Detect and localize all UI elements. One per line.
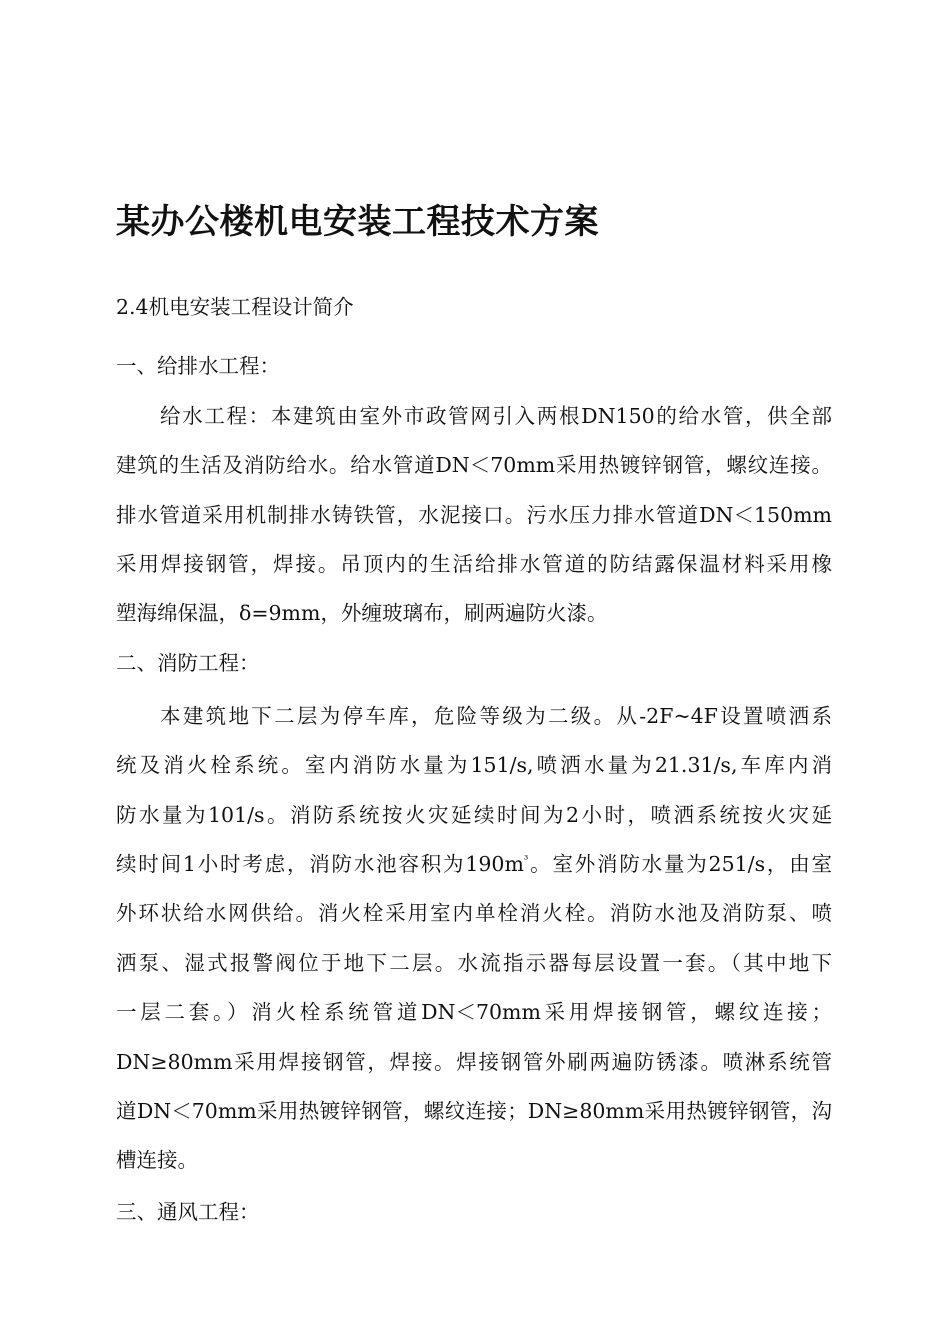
part1-heading: 一、给排水工程：	[116, 354, 280, 378]
paragraph-line: DN≥80mm采用焊接钢管，焊接。焊接钢管外刷两遍防锈漆。喷淋系统管	[116, 1050, 832, 1074]
paragraph-line: 统及消火栓系统。室内消防水量为151/s,喷洒水量为21.31/s,车库内消	[116, 753, 832, 777]
superscript: ³	[523, 853, 529, 867]
paragraph-line: 道DN＜70mm采用热镀锌钢管，螺纹连接；DN≥80mm采用热镀锌钢管，沟	[116, 1099, 832, 1123]
paragraph-line: 槽连接。	[116, 1148, 198, 1172]
paragraph-line: 防水量为101/s。消防系统按火灾延续时间为2小时，喷洒系统按火灾延	[116, 803, 832, 827]
paragraph-line: 本建筑地下二层为停车库，危险等级为二级。从-2F~4F设置喷洒系	[160, 704, 832, 728]
part2-heading: 二、消防工程：	[116, 651, 260, 675]
text-run: 续时间1小时考虑，消防水池容积为190m	[116, 852, 524, 876]
paragraph-line	[116, 850, 832, 878]
paragraph-line: 外环状给水网供给。消火栓采用室内单栓消火栓。消防水池及消防泵、喷	[116, 901, 832, 925]
paragraph-line: 采用焊接钢管，焊接。吊顶内的生活给排水管道的防结露保温材料采用橡	[116, 552, 832, 576]
paragraph-line: 排水管道采用机制排水铸铁管，水泥接口。污水压力排水管道DN＜150mm	[116, 503, 832, 527]
section-heading: 2.4机电安装工程设计简介	[116, 295, 354, 319]
paragraph-line: 一层二套。）消火栓系统管道DN＜70mm采用焊接钢管，螺纹连接；	[116, 1000, 832, 1024]
text-run: 。室外消防水量为251/s，由室	[528, 852, 833, 876]
part3-heading: 三、通风工程：	[116, 1200, 260, 1224]
paragraph-line: 建筑的生活及消防给水。给水管道DN＜70mm采用热镀锌钢管，螺纹连接。	[116, 453, 832, 477]
paragraph-line: 洒泵、湿式报警阀位于地下二层。水流指示器每层设置一套。（其中地下	[116, 951, 832, 975]
paragraph-line: 给水工程：本建筑由室外市政管网引入两根DN150的给水管，供全部	[160, 404, 832, 428]
paragraph-line: 塑海绵保温，δ=9mm，外缠玻璃布，刷两遍防火漆。	[116, 601, 608, 625]
document-title: 某办公楼机电安装工程技术方案	[116, 202, 599, 242]
